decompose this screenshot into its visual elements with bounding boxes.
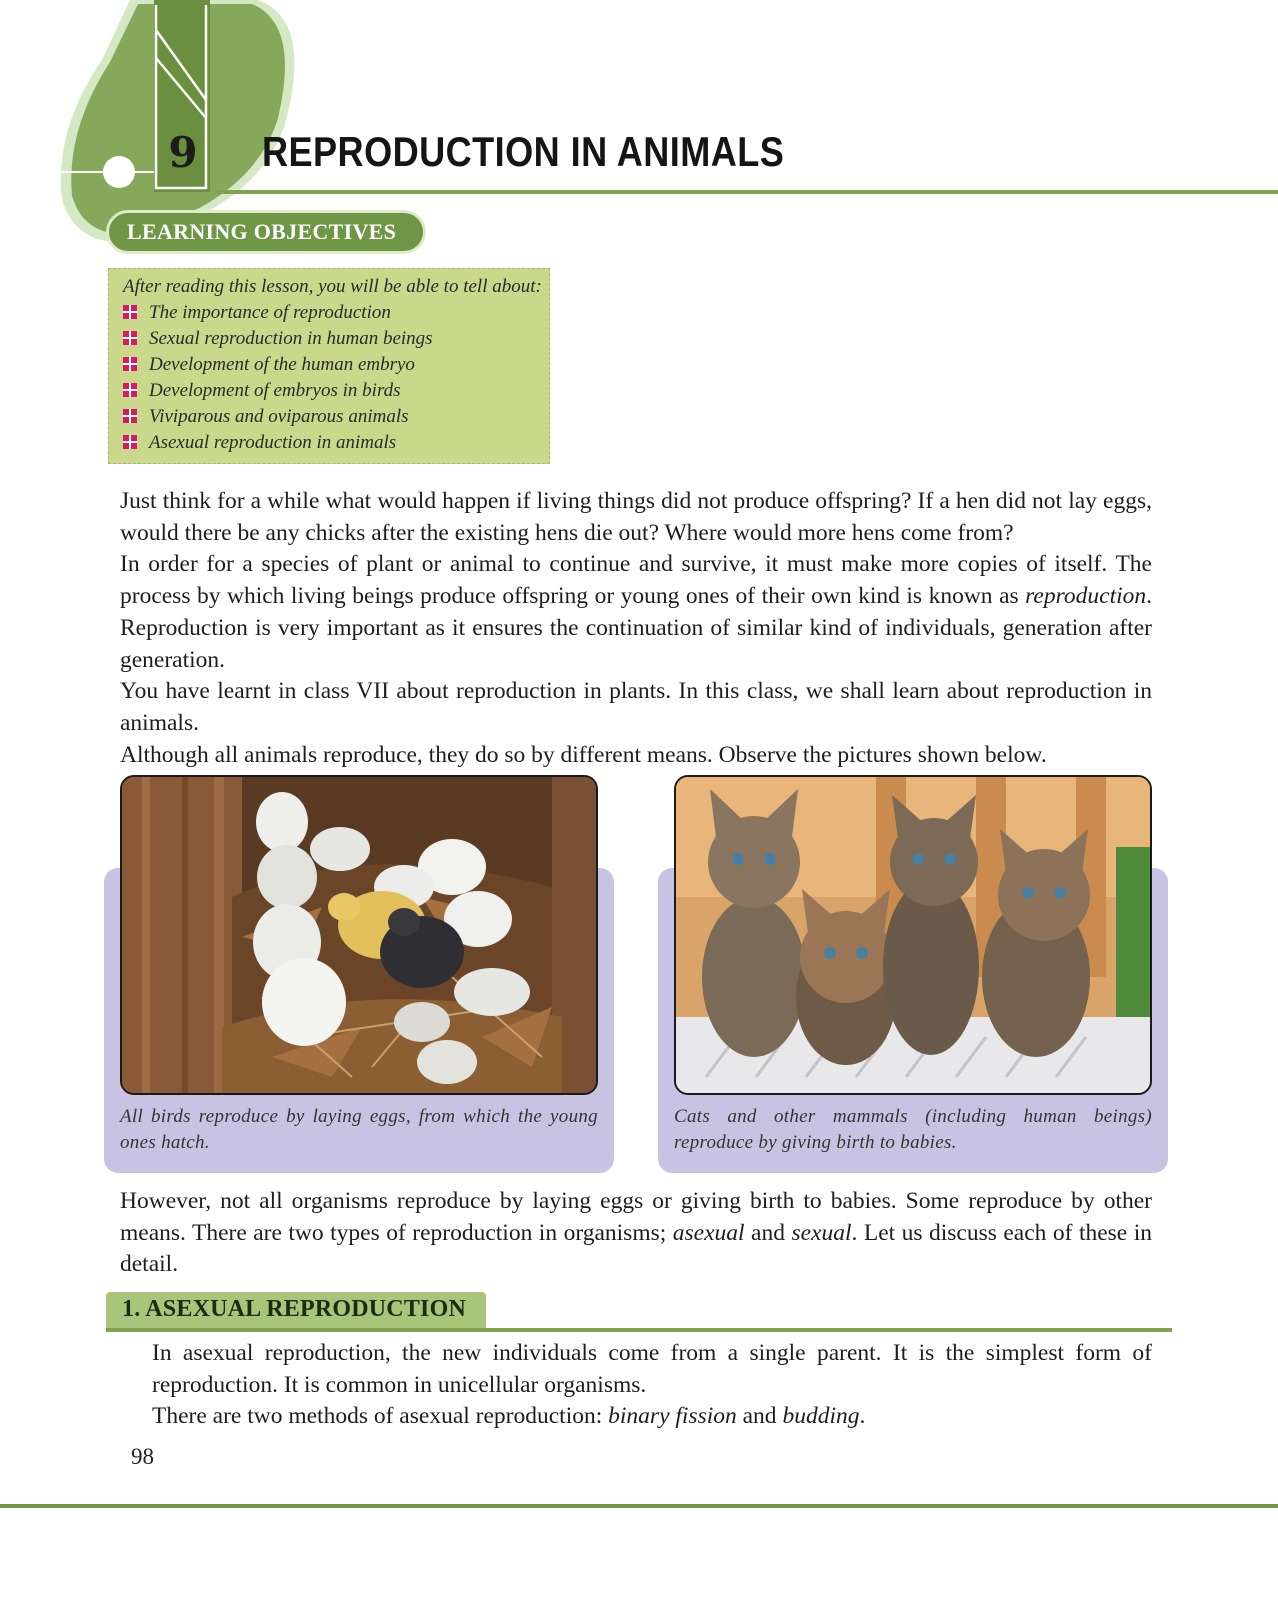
learning-objectives-heading: LEARNING OBJECTIVES (106, 210, 426, 254)
footer-rule (0, 1504, 1278, 1508)
term-binary-fission: binary fission (608, 1403, 737, 1430)
term-budding: budding (782, 1403, 860, 1430)
asexual-paragraph-2: There are two methods of asexual reproduction: binary fission and budding. (152, 1403, 866, 1430)
asexual-paragraph-1: In asexual reproduction, the new individuals come from a single parent. It is the simplest form of reproduction. It is common in unicellular organisms. (152, 1340, 1152, 1398)
objective-item: Development of embryos in birds (123, 378, 549, 404)
intro-paragraph-1: Just think for a while what would happen if living things did not produce offspring? If a hen did not lay eggs, would there be any chicks after the existing hens die out? Where would more hens come from? (120, 488, 1152, 546)
cross-bullet-icon (123, 357, 137, 371)
section-heading-asexual: 1. ASEXUAL REPRODUCTION (122, 1296, 466, 1322)
objective-item: Development of the human embryo (123, 352, 549, 378)
page-number: 98 (131, 1444, 154, 1469)
cross-bullet-icon (123, 409, 137, 423)
objective-item: Asexual reproduction in animals (123, 430, 549, 456)
cross-bullet-icon (123, 331, 137, 345)
birds-caption: All birds reproduce by laying eggs, from which the young ones hatch. (120, 1106, 598, 1153)
intro-text (120, 486, 1152, 771)
eggs-chicks-photo (120, 775, 598, 1095)
learning-objectives-intro: After reading this lesson, you will be able to tell about: (123, 276, 542, 297)
kittens-photo (674, 775, 1152, 1095)
nest-illustration (122, 777, 596, 1093)
cross-bullet-icon (123, 435, 137, 449)
term-sexual: sexual (791, 1219, 852, 1246)
cross-bullet-icon (123, 383, 137, 397)
term-reproduction: reproduction (1025, 583, 1147, 610)
title-underline (215, 190, 1278, 194)
term-asexual: asexual (672, 1219, 745, 1246)
section-underline (106, 1328, 1172, 1332)
intro-paragraph-2: In order for a species of plant or animal to continue and survive, it must make more copies of itself. The process by which living beings produce offspring or young ones of their own kind is known as reproduction. Reproduction is very important as it ensures the continuation of similar kind of individuals, generation after generation. (120, 551, 1152, 673)
objective-item: The importance of reproduction (123, 300, 549, 326)
asexual-text (152, 1338, 1152, 1433)
intro-paragraph-4: Although all animals reproduce, they do so by different means. Observe the pictures shown below. (120, 741, 1047, 768)
cross-bullet-icon (123, 305, 137, 319)
types-paragraph: However, not all organisms reproduce by laying eggs or giving birth to babies. Some reproduce by other means. There are two types of reproduction in organisms; asexual and sexual. Let us discuss each of these in detail. (120, 1188, 1152, 1278)
learning-objectives-box (108, 268, 550, 464)
kittens-illustration (676, 777, 1150, 1093)
chapter-title: REPRODUCTION IN ANIMALS (262, 128, 785, 175)
objective-item: Viviparous and oviparous animals (123, 404, 549, 430)
intro-paragraph-3: You have learnt in class VII about reproduction in plants. In this class, we shall learn about reproduction in animals. (120, 678, 1152, 736)
cats-caption: Cats and other mammals (including human beings) reproduce by giving birth to babies. (674, 1106, 1152, 1153)
learning-objectives-list (123, 300, 549, 456)
objective-item: Sexual reproduction in human beings (123, 326, 549, 352)
chapter-number: 9 (168, 128, 198, 177)
